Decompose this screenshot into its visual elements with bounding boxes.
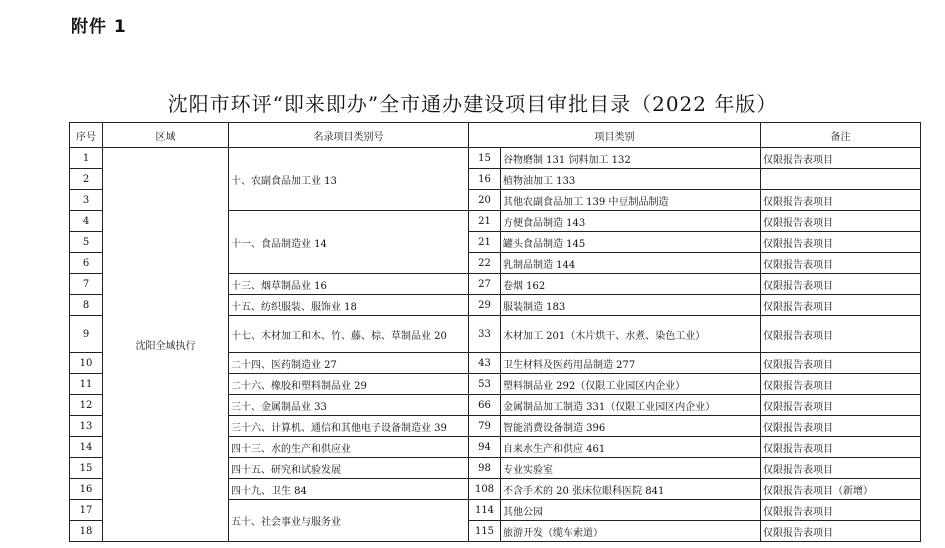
catalog-category-cell: 十、农副食品加工业 13 (229, 148, 469, 211)
row-note: 仅限报告表项目 (761, 353, 921, 374)
catalog-category-cell: 四十五、研究和试验发展 (229, 458, 469, 479)
row-project-type: 旅游开发（缆车索道） (501, 521, 761, 542)
row-note: 仅限报告表项目 (761, 232, 921, 253)
row-note: 仅限报告表项目（新增） (761, 479, 921, 500)
row-project-type: 乳制品制造 144 (501, 253, 761, 274)
row-number: 115 (469, 521, 501, 542)
row-note: 仅限报告表项目 (761, 190, 921, 211)
catalog-category-cell: 五十、社会事业与服务业 (229, 500, 469, 542)
catalog-category-cell: 十一、食品制造业 14 (229, 211, 469, 274)
row-project-type: 谷物磨制 131 饲料加工 132 (501, 148, 761, 169)
region-cell: 沈阳全域执行 (103, 148, 229, 542)
row-seq: 12 (70, 395, 103, 416)
row-project-type: 塑料制品业 292（仅限工业园区内企业） (501, 374, 761, 395)
row-note: 仅限报告表项目 (761, 148, 921, 169)
table-header-row (70, 123, 921, 148)
row-project-type: 卷烟 162 (501, 274, 761, 295)
document-title: 沈阳市环评“即来即办”全市通办建设项目审批目录（2022 年版） (167, 92, 778, 116)
row-project-type: 金属制品加工制造 331（仅限工业园区内企业） (501, 395, 761, 416)
row-number: 16 (469, 169, 501, 190)
row-project-type: 木材加工 201（木片烘干、水煮、染色工业） (501, 316, 761, 353)
row-number: 43 (469, 353, 501, 374)
row-seq: 14 (70, 437, 103, 458)
row-seq: 4 (70, 211, 103, 232)
row-project-type: 不含手术的 20 张床位眼科医院 841 (501, 479, 761, 500)
row-note: 仅限报告表项目 (761, 274, 921, 295)
row-note: 仅限报告表项目 (761, 374, 921, 395)
row-seq: 17 (70, 500, 103, 521)
row-number: 21 (469, 232, 501, 253)
row-seq: 18 (70, 521, 103, 542)
row-number: 27 (469, 274, 501, 295)
approval-catalog-table (69, 122, 921, 542)
table-body (70, 148, 921, 542)
row-project-type: 其他农副食品加工 139 中豆制品制造 (501, 190, 761, 211)
row-number: 66 (469, 395, 501, 416)
row-number: 79 (469, 416, 501, 437)
row-note: 仅限报告表项目 (761, 295, 921, 316)
row-seq: 13 (70, 416, 103, 437)
row-note (761, 169, 921, 190)
row-number: 29 (469, 295, 501, 316)
catalog-category-cell: 四十三、水的生产和供应业 (229, 437, 469, 458)
row-project-type: 卫生材料及医药用品制造 277 (501, 353, 761, 374)
table-row (70, 148, 921, 169)
row-note: 仅限报告表项目 (761, 500, 921, 521)
row-note: 仅限报告表项目 (761, 437, 921, 458)
header-note: 备注 (761, 123, 921, 148)
catalog-category-cell: 二十六、橡胶和塑料制品业 29 (229, 374, 469, 395)
row-number: 33 (469, 316, 501, 353)
row-note: 仅限报告表项目 (761, 395, 921, 416)
row-seq: 5 (70, 232, 103, 253)
catalog-category-cell: 三十六、计算机、通信和其他电子设备制造业 39 (229, 416, 469, 437)
row-note: 仅限报告表项目 (761, 253, 921, 274)
row-project-type: 其他公园 (501, 500, 761, 521)
row-note: 仅限报告表项目 (761, 211, 921, 232)
row-project-type: 服装制造 183 (501, 295, 761, 316)
row-seq: 15 (70, 458, 103, 479)
catalog-category-cell: 二十四、医药制造业 27 (229, 353, 469, 374)
row-number: 94 (469, 437, 501, 458)
row-project-type: 智能消费设备制造 396 (501, 416, 761, 437)
row-seq: 8 (70, 295, 103, 316)
row-seq: 16 (70, 479, 103, 500)
row-project-type: 自来水生产和供应 461 (501, 437, 761, 458)
header-catalog-category: 名录项目类别号 (229, 123, 469, 148)
catalog-category-cell: 十七、木材加工和木、竹、藤、棕、草制品业 20 (229, 316, 469, 353)
row-number: 15 (469, 148, 501, 169)
row-note: 仅限报告表项目 (761, 521, 921, 542)
row-seq: 11 (70, 374, 103, 395)
row-seq: 1 (70, 148, 103, 169)
header-seq: 序号 (70, 123, 103, 148)
row-seq: 2 (70, 169, 103, 190)
row-seq: 9 (70, 316, 103, 353)
header-project-type: 项目类别 (469, 123, 761, 148)
row-note: 仅限报告表项目 (761, 416, 921, 437)
row-project-type: 罐头食品制造 145 (501, 232, 761, 253)
catalog-category-cell: 四十九、卫生 84 (229, 479, 469, 500)
row-seq: 7 (70, 274, 103, 295)
row-seq: 6 (70, 253, 103, 274)
row-project-type: 专业实验室 (501, 458, 761, 479)
row-seq: 10 (70, 353, 103, 374)
row-note: 仅限报告表项目 (761, 458, 921, 479)
row-number: 114 (469, 500, 501, 521)
catalog-category-cell: 十三、烟草制品业 16 (229, 274, 469, 295)
row-number: 53 (469, 374, 501, 395)
row-note: 仅限报告表项目 (761, 316, 921, 353)
row-project-type: 植物油加工 133 (501, 169, 761, 190)
catalog-category-cell: 三十、金属制品业 33 (229, 395, 469, 416)
row-number: 20 (469, 190, 501, 211)
row-number: 98 (469, 458, 501, 479)
row-number: 22 (469, 253, 501, 274)
annex-label: 附件 1 (71, 17, 127, 37)
row-project-type: 方便食品制造 143 (501, 211, 761, 232)
row-number: 21 (469, 211, 501, 232)
header-region: 区域 (103, 123, 229, 148)
row-seq: 3 (70, 190, 103, 211)
row-number: 108 (469, 479, 501, 500)
catalog-category-cell: 十五、纺织服装、服饰业 18 (229, 295, 469, 316)
